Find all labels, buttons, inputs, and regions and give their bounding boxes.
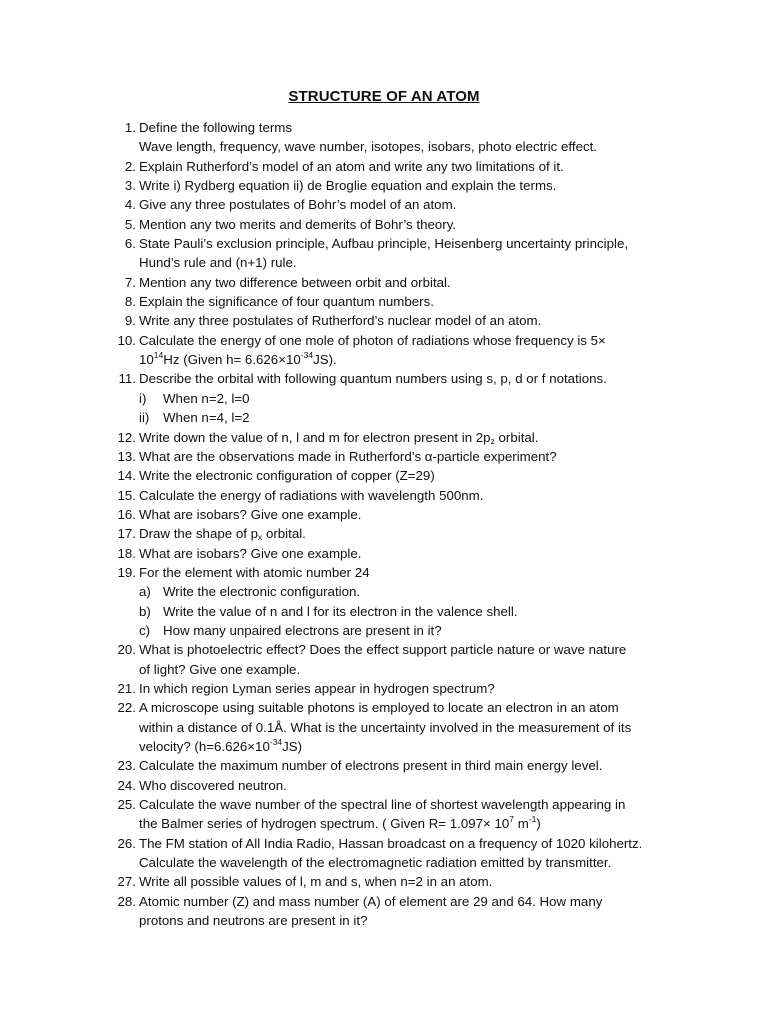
question-item bbox=[116, 292, 676, 311]
question-item bbox=[116, 118, 676, 157]
question-number: 5. bbox=[124, 216, 136, 232]
question-text: Write the electronic configuration of copper (Z=29) bbox=[139, 468, 435, 484]
question-item bbox=[116, 524, 676, 543]
question-number: 23. bbox=[117, 758, 136, 774]
question-item bbox=[116, 834, 676, 873]
question-item bbox=[116, 756, 676, 775]
question-item bbox=[116, 466, 676, 485]
question-number: 3. bbox=[124, 178, 136, 194]
question-item bbox=[116, 776, 676, 795]
sub-question-text: When n=2, l=0 bbox=[163, 390, 250, 406]
question-number: 11. bbox=[118, 371, 136, 387]
question-text: Calculate the energy of radiations with wavelength 500nm. bbox=[139, 487, 484, 503]
question-text: Write any three postulates of Rutherford’s nuclear model of an atom. bbox=[139, 313, 542, 329]
question-item bbox=[116, 428, 676, 447]
question-text: Draw the shape of $p_x$ orbital. bbox=[139, 526, 306, 543]
sub-question-label: c) bbox=[139, 622, 151, 638]
question-text: A microscope using suitable photons is employed to locate an electron in an atom bbox=[139, 700, 619, 716]
question-number: 1. bbox=[124, 120, 136, 135]
sub-question-item bbox=[139, 408, 676, 427]
question-text: Explain Rutherford’s model of an atom and write any two limitations of it. bbox=[139, 158, 564, 174]
question-text: For the element with atomic number 24 bbox=[139, 564, 370, 580]
question-text: $10^{14}Hz$ (Given $h= 6.626\times 10^{-34}JS$). bbox=[139, 350, 337, 368]
question-number: 27. bbox=[117, 874, 136, 890]
question-number: 16. bbox=[117, 506, 136, 522]
question-number: 8. bbox=[124, 294, 136, 310]
question-text: protons and neutrons are present in it? bbox=[139, 913, 368, 929]
question-text: Atomic number (Z) and mass number (A) of element are 29 and 64. How many bbox=[139, 893, 603, 909]
question-number: 10. bbox=[117, 332, 136, 348]
question-list bbox=[116, 118, 676, 930]
question-number: 2. bbox=[124, 158, 136, 174]
question-number: 7. bbox=[124, 274, 136, 290]
question-number: 26. bbox=[117, 835, 136, 851]
sub-question-label: ii) bbox=[139, 410, 150, 426]
question-text: Describe the orbital with following quantum numbers using s, p, d or f notations. bbox=[139, 371, 607, 387]
question-item bbox=[116, 176, 676, 195]
question-number: 21. bbox=[117, 680, 136, 696]
question-item bbox=[116, 311, 676, 330]
question-text: Write i) Rydberg equation ii) de Broglie equation and explain the terms. bbox=[139, 178, 557, 194]
question-number: 25. bbox=[117, 797, 136, 813]
question-text: Hund’s rule and (n+1) rule. bbox=[139, 255, 297, 271]
question-text: Give any three postulates of Bohr’s model of an atom. bbox=[139, 197, 457, 213]
sub-question-text: When n=4, l=2 bbox=[163, 410, 250, 426]
question-text: within a distance of 0.1Å. What is the uncertainty involved in the measurement of its bbox=[139, 719, 632, 735]
question-item bbox=[116, 369, 676, 427]
question-item bbox=[116, 234, 676, 273]
question-number: 20. bbox=[117, 642, 136, 658]
question-item bbox=[116, 563, 676, 640]
question-text: Write all possible values of l, m and s, when n=2 in an atom. bbox=[139, 874, 493, 890]
question-number: 14. bbox=[117, 468, 136, 484]
question-item bbox=[116, 215, 676, 234]
question-item bbox=[116, 679, 676, 698]
question-text: What are isobars? Give one example. bbox=[139, 545, 362, 561]
question-item bbox=[116, 698, 676, 756]
question-text: Explain the significance of four quantum numbers. bbox=[139, 294, 434, 310]
question-text: Mention any two merits and demerits of Bohr’s theory. bbox=[139, 216, 457, 232]
question-number: 13. bbox=[117, 448, 136, 464]
question-item bbox=[116, 892, 676, 931]
question-number: 4. bbox=[124, 197, 136, 213]
sub-question-label: a) bbox=[139, 584, 151, 600]
question-text: What is photoelectric effect? Does the effect support particle nature or wave nature bbox=[139, 642, 627, 658]
question-text: Define the following terms bbox=[139, 120, 292, 135]
sub-question-list bbox=[139, 389, 676, 428]
sub-question-item bbox=[139, 621, 676, 640]
question-text: What are isobars? Give one example. bbox=[139, 506, 362, 522]
question-text: In which region Lyman series appear in hydrogen spectrum? bbox=[139, 680, 495, 696]
question-text: of light? Give one example. bbox=[139, 661, 301, 677]
question-text: State Pauli’s exclusion principle, Aufbau principle, Heisenberg uncertainty principle, bbox=[139, 236, 629, 252]
question-text: velocity? $(h=6.626\times 10^{-34}JS)$ bbox=[139, 737, 303, 754]
question-number: 15. bbox=[117, 487, 136, 503]
page-title: STRUCTURE OF AN ATOM bbox=[288, 88, 480, 105]
question-item bbox=[116, 640, 676, 679]
sub-question-label: b) bbox=[139, 603, 151, 619]
question-number: 18. bbox=[117, 545, 136, 561]
sub-question-item bbox=[139, 602, 676, 621]
question-item bbox=[116, 273, 676, 292]
question-number: 19. bbox=[117, 564, 136, 580]
question-item bbox=[116, 157, 676, 176]
question-item bbox=[116, 544, 676, 563]
sub-question-list bbox=[139, 582, 676, 640]
question-number: 9. bbox=[124, 313, 136, 329]
question-text: Wave length, frequency, wave number, isotopes, isobars, photo electric effect. bbox=[139, 139, 598, 155]
question-text: Calculate the maximum number of electrons present in third main energy level. bbox=[139, 758, 603, 774]
question-text: Calculate the wave number of the spectral line of shortest wavelength appearing in bbox=[139, 797, 626, 813]
sub-question-label: i) bbox=[139, 390, 147, 406]
question-number: 28. bbox=[117, 893, 136, 909]
sub-question-item bbox=[139, 582, 676, 601]
question-item bbox=[116, 486, 676, 505]
question-item bbox=[116, 872, 676, 891]
question-text: Who discovered neutron. bbox=[139, 777, 287, 793]
question-item bbox=[116, 505, 676, 524]
question-text: What are the observations made in Rutherford’s α-particle experiment? bbox=[139, 448, 557, 464]
question-text: Calculate the energy of one mole of photon of radiations whose frequency is 5× bbox=[139, 332, 606, 348]
question-text: Calculate the wavelength of the electromagnetic radiation emitted by transmitter. bbox=[139, 855, 612, 871]
sub-question-text: Write the value of n and l for its electron in the valence shell. bbox=[163, 603, 518, 619]
question-text: The FM station of All India Radio, Hassan broadcast on a frequency of 1020 kilohertz. bbox=[139, 835, 643, 851]
question-item bbox=[116, 447, 676, 466]
question-number: 17. bbox=[117, 526, 136, 542]
sub-question-item bbox=[139, 389, 676, 408]
question-text: Write down the value of n, l and m for electron present in $2p_z$ orbital. bbox=[139, 429, 539, 446]
question-text: Mention any two difference between orbit and orbital. bbox=[139, 274, 451, 290]
question-number: 22. bbox=[117, 700, 136, 716]
question-number: 24. bbox=[117, 777, 136, 793]
question-text: the Balmer series of hydrogen spectrum. ( Given $R= 1.097\times 10^7$ $m^{-1}$) bbox=[139, 814, 541, 832]
sub-question-text: Write the electronic configuration. bbox=[163, 584, 361, 600]
question-number: 12. bbox=[117, 429, 136, 445]
question-item bbox=[116, 331, 676, 370]
sub-question-text: How many unpaired electrons are present in it? bbox=[163, 622, 442, 638]
question-item bbox=[116, 795, 676, 834]
question-number: 6. bbox=[124, 236, 136, 252]
question-item bbox=[116, 195, 676, 214]
